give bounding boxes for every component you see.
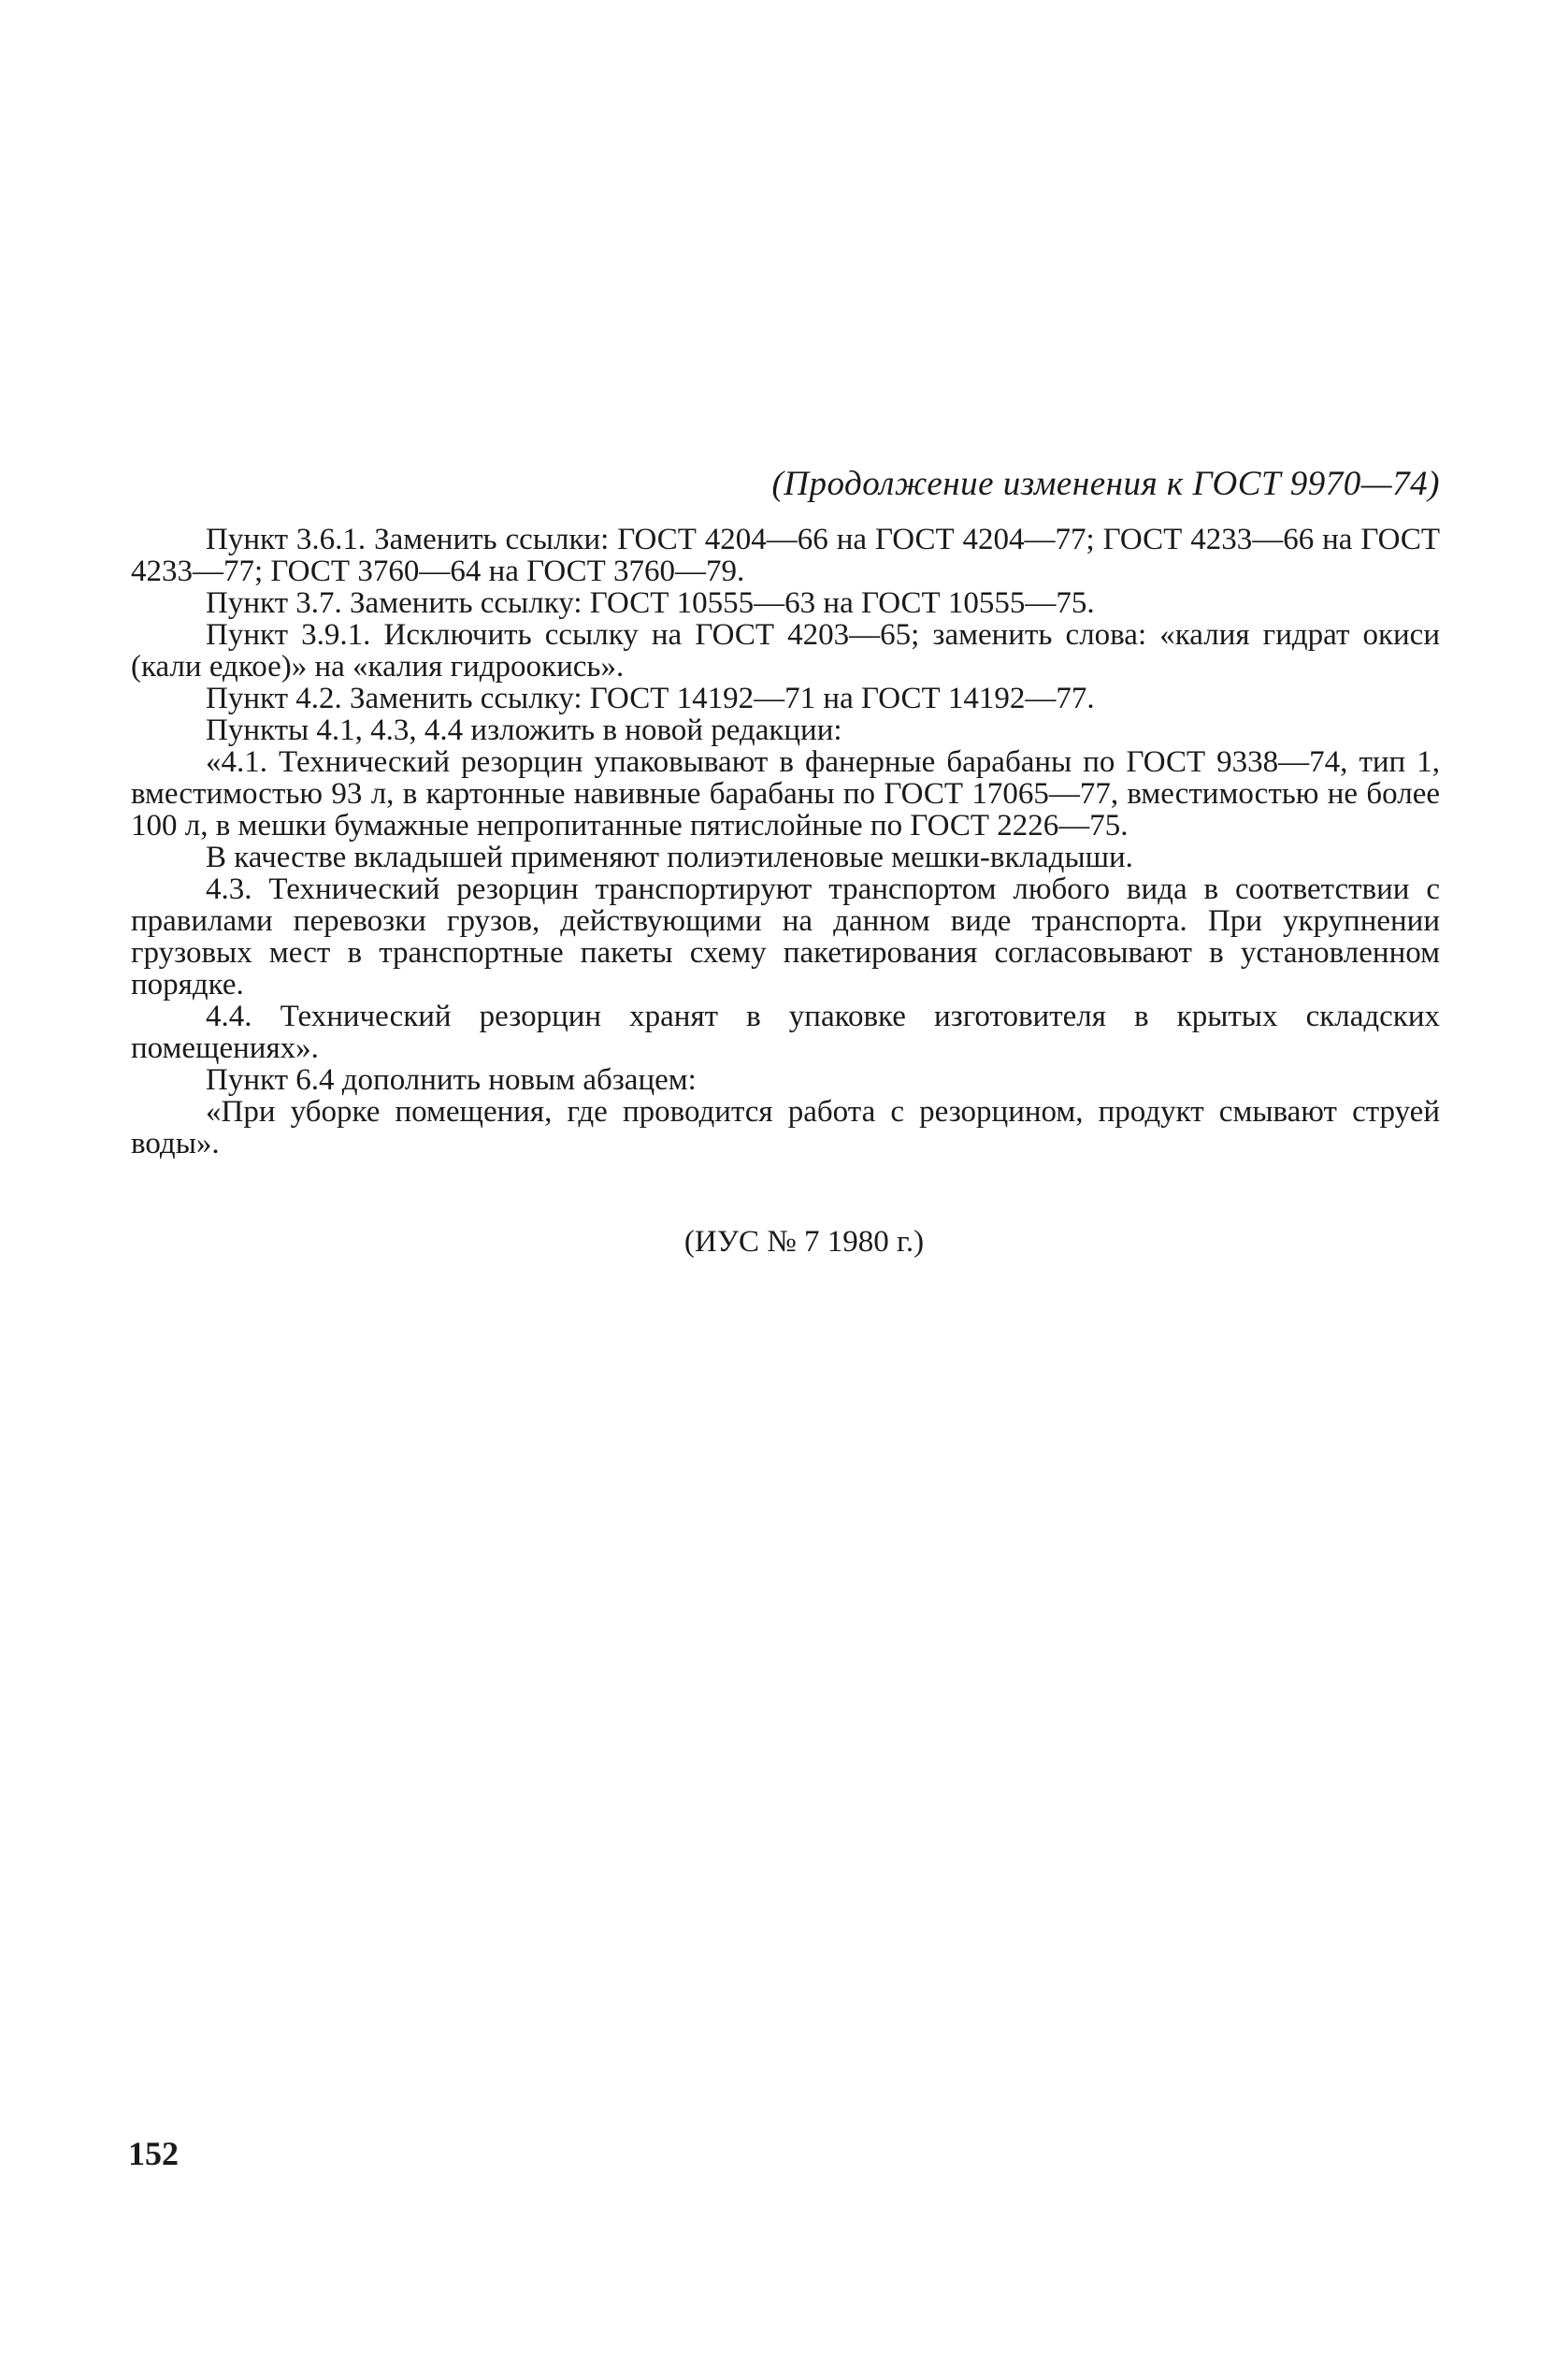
paragraph-clause-4-3: 4.3. Технический резорцин транспортируют транспортом любого вида в соответствии с правилами перевозки грузов, действующими на данном виде транспорта. При укрупнении грузовых мест в транспортные пакеты схему пакетирования согласовывают в установленном порядке. xyxy=(131,872,1440,1001)
paragraph-item-6-4: Пункт 6.4 дополнить новым абзацем: xyxy=(206,1063,697,1097)
paragraph-items-4-1-4-3-4-4: Пункты 4.1, 4.3, 4.4 изложить в новой редакции: xyxy=(206,713,842,747)
source-reference: (ИУС № 7 1980 г.) xyxy=(683,1225,925,1259)
paragraph-item-3-7: Пункт 3.7. Заменить ссылку: ГОСТ 10555—63 на ГОСТ 10555—75. xyxy=(206,586,1095,620)
paragraph-liners: В качестве вкладышей применяют полиэтиленовые мешки-вкладыши. xyxy=(206,841,1133,874)
paragraph-item-3-6-1: Пункт 3.6.1. Заменить ссылки: ГОСТ 4204—66 на ГОСТ 4204—77; ГОСТ 4233—66 на ГОСТ 4233—77; ГОСТ 3760—64 на ГОСТ 3760—79. xyxy=(131,523,1440,588)
paragraph-new-clause: «При уборке помещения, где проводится работа с резорцином, продукт смывают струей воды». xyxy=(131,1095,1440,1160)
paragraph-clause-4-4: 4.4. Технический резорцин хранят в упаковке изготовителя в крытых складских помещениях». xyxy=(131,1000,1440,1065)
amendment-text-block xyxy=(131,524,1440,1160)
paragraph-clause-4-1: «4.1. Технический резорцин упаковывают в фанерные барабаны по ГОСТ 9338—74, тип 1, вместимостью 93 л, в картонные навивные барабаны по ГОСТ 17065—77, вместимостью не более 100 л, в мешки бумажные непропитанные пятислойные по ГОСТ 2226—75. xyxy=(131,745,1440,843)
paragraph-item-3-9-1: Пункт 3.9.1. Исключить ссылку на ГОСТ 4203—65; заменить слова: «калия гидрат окиси (кали едкое)» на «калия гидроокись». xyxy=(131,618,1440,684)
page-number: 152 xyxy=(128,2135,179,2172)
amendment-header-note: (Продолжение изменения к ГОСТ 9970—74) xyxy=(771,465,1440,503)
paragraph-item-4-2: Пункт 4.2. Заменить ссылку: ГОСТ 14192—71 на ГОСТ 14192—77. xyxy=(206,682,1095,715)
